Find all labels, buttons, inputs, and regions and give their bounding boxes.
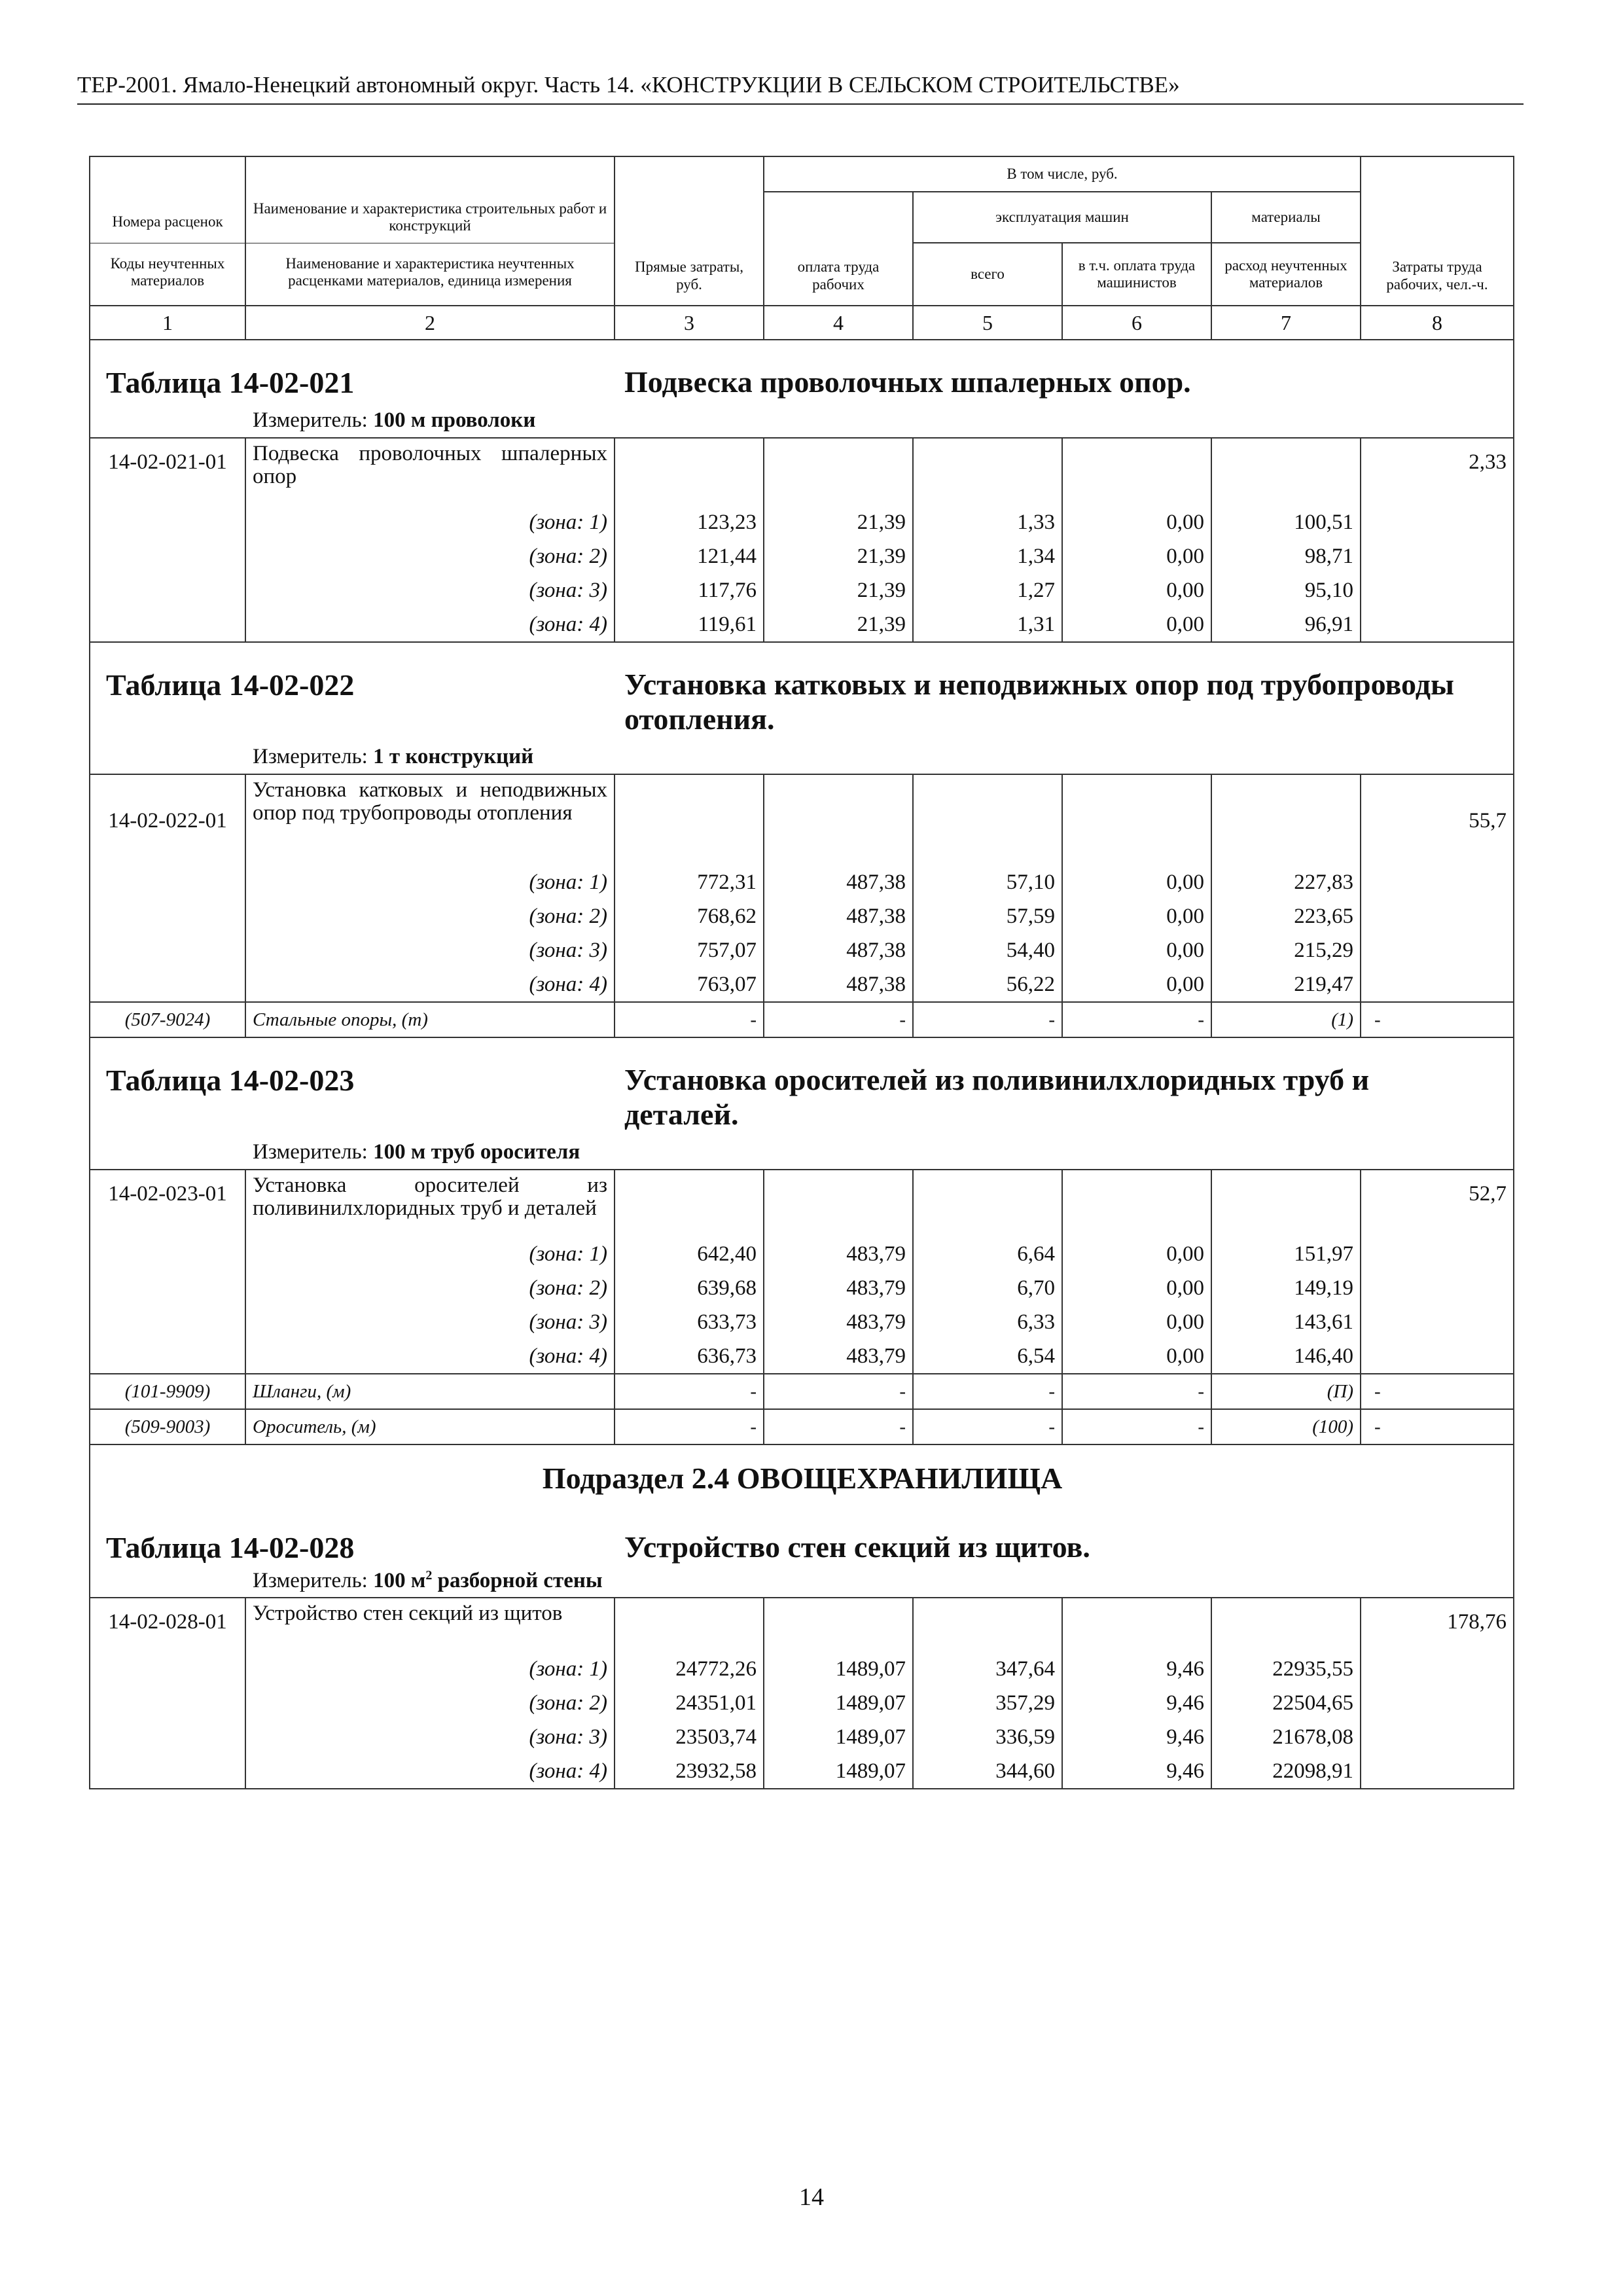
material-amount: (100) (1211, 1409, 1361, 1444)
value: - (1361, 1409, 1514, 1444)
header-col1-bottom: Коды неучтенных материалов (90, 243, 245, 306)
value: 21678,08 (1272, 1725, 1354, 1749)
header-col3: Прямые затраты, руб. (615, 156, 764, 306)
value: 483,79 (846, 1242, 906, 1266)
value: 642,40 (697, 1242, 757, 1266)
machines-total (913, 1170, 1062, 1374)
wages (764, 1170, 913, 1374)
value: 0,00 (1166, 1276, 1204, 1300)
material-name: Ороситель, (м) (245, 1409, 615, 1444)
material-row (90, 1409, 1514, 1444)
header-col7: расход неучтенных материалов (1211, 243, 1361, 306)
value: 636,73 (697, 1344, 757, 1368)
material-code: (509-9003) (90, 1409, 245, 1444)
measure-label: Измеритель: (253, 1140, 368, 1164)
value: 0,00 (1166, 1310, 1204, 1334)
value: 487,38 (846, 905, 906, 928)
rate-code: 14-02-028-01 (90, 1598, 245, 1789)
value: - (1062, 1374, 1211, 1409)
page-header: ТЕР-2001. Ямало-Ненецкий автономный округ. Часть 14. «КОНСТРУКЦИИ В СЕЛЬСКОМ СТРОИТЕЛЬСТВЕ» (77, 72, 1524, 105)
col-number: 8 (1361, 306, 1514, 340)
table-name: Установка катковых и неподвижных опор под трубопроводы отопления. (624, 668, 1454, 736)
value: - (913, 1002, 1062, 1037)
table-name: Устройство стен секций из щитов. (624, 1530, 1090, 1564)
value: - (615, 1374, 764, 1409)
zone-label: (зона: 2) (529, 1276, 607, 1300)
material-code: (507-9024) (90, 1002, 245, 1037)
measure-label: Измеритель: (253, 745, 368, 768)
col-number: 6 (1062, 306, 1211, 340)
value: 487,38 (846, 939, 906, 962)
rate-description (245, 438, 615, 642)
value: 763,07 (697, 973, 757, 996)
material-row (90, 1002, 1514, 1037)
col-number: 4 (764, 306, 913, 340)
description-text: Устройство стен секций из щитов (253, 1602, 563, 1625)
value: 6,64 (1017, 1242, 1055, 1266)
value: - (764, 1409, 913, 1444)
value: 149,19 (1294, 1276, 1354, 1300)
value: 57,59 (1006, 905, 1055, 928)
measure-value: 1 т конструкций (373, 745, 534, 768)
machines-total (913, 438, 1062, 642)
rate-code: 14-02-021-01 (90, 438, 245, 642)
value: 0,00 (1166, 511, 1204, 534)
materials (1211, 774, 1361, 1002)
value: 23503,74 (675, 1725, 757, 1749)
value: 95,10 (1304, 579, 1354, 602)
materials (1211, 1598, 1361, 1789)
description-text: Установка катковых и неподвижных опор под трубопроводы отопления (253, 778, 607, 825)
measure-label: Измеритель: (253, 408, 368, 432)
rate-row (90, 1598, 1514, 1789)
value: - (1062, 1409, 1211, 1444)
value: 119,61 (698, 613, 757, 636)
zone-label: (зона: 1) (529, 511, 607, 534)
materials (1211, 438, 1361, 642)
labor-costs: 178,76 (1361, 1598, 1514, 1789)
table-name: Установка оросителей из поливинилхлоридных труб и деталей. (624, 1063, 1370, 1131)
direct-costs (615, 438, 764, 642)
header-col4: оплата труда рабочих (764, 192, 913, 306)
value: 21,39 (857, 545, 906, 568)
section-heading (90, 1445, 1513, 1597)
subsection-title: Подраздел 2.4 ОВОЩЕХРАНИЛИЩА (542, 1462, 1063, 1495)
value: 9,46 (1166, 1657, 1204, 1681)
header-col6: в т.ч. оплата труда машинистов (1062, 243, 1211, 306)
value: 100,51 (1294, 511, 1354, 534)
measure (253, 1568, 603, 1593)
value: 146,40 (1294, 1344, 1354, 1368)
materials (1211, 1170, 1361, 1374)
measure-superscript: 2 (425, 1568, 433, 1583)
value: 0,00 (1166, 613, 1204, 636)
value: 219,47 (1294, 973, 1354, 996)
col-number: 2 (245, 306, 615, 340)
value: 22935,55 (1272, 1657, 1354, 1681)
value: 21,39 (857, 511, 906, 534)
material-amount: (П) (1211, 1374, 1361, 1409)
zone-label: (зона: 4) (529, 973, 607, 996)
col-number: 1 (90, 306, 245, 340)
value: 1489,07 (835, 1759, 906, 1783)
value: 151,97 (1294, 1242, 1354, 1266)
machines-total (913, 1598, 1062, 1789)
direct-costs (615, 1598, 764, 1789)
zone-label: (зона: 1) (529, 1242, 607, 1266)
labor-costs: 2,33 (1361, 438, 1514, 642)
table-name: Подвеска проволочных шпалерных опор. (624, 365, 1191, 399)
value: 6,70 (1017, 1276, 1055, 1300)
value: 21,39 (857, 579, 906, 602)
zone-label: (зона: 4) (529, 613, 607, 636)
value: 215,29 (1294, 939, 1354, 962)
value: 57,10 (1006, 870, 1055, 894)
table-title: Таблица 14-02-022 (106, 668, 355, 702)
rate-description (245, 774, 615, 1002)
value: - (1062, 1002, 1211, 1037)
value: 0,00 (1166, 545, 1204, 568)
zone-label: (зона: 2) (529, 905, 607, 928)
direct-costs (615, 774, 764, 1002)
table-title: Таблица 14-02-028 (106, 1531, 355, 1564)
rate-description (245, 1170, 615, 1374)
machines-total (913, 774, 1062, 1002)
value: 772,31 (697, 870, 757, 894)
value: 21,39 (857, 613, 906, 636)
value: - (764, 1002, 913, 1037)
material-row (90, 1374, 1514, 1409)
value: 1489,07 (835, 1657, 906, 1681)
col-number: 3 (615, 306, 764, 340)
value: 0,00 (1166, 1344, 1204, 1368)
section-heading (90, 643, 1513, 774)
header-col2-bottom: Наименование и характеристика неучтенных расценками материалов, единица измерения (245, 243, 615, 306)
value: 1,27 (1017, 579, 1055, 602)
value: 768,62 (697, 905, 757, 928)
value: 24351,01 (675, 1691, 757, 1715)
value: 227,83 (1294, 870, 1354, 894)
measure-value: 100 м труб оросителя (373, 1140, 580, 1164)
operators-wages (1062, 774, 1211, 1002)
zone-label: (зона: 3) (529, 579, 607, 602)
col-number: 5 (913, 306, 1062, 340)
value: 347,64 (995, 1657, 1055, 1681)
value: 223,65 (1294, 905, 1354, 928)
value: 143,61 (1294, 1310, 1354, 1334)
rate-code: 14-02-023-01 (90, 1170, 245, 1374)
value: 1489,07 (835, 1725, 906, 1749)
value: 344,60 (995, 1759, 1055, 1783)
zone-label: (зона: 3) (529, 1725, 607, 1749)
value: - (913, 1374, 1062, 1409)
value: 0,00 (1166, 579, 1204, 602)
table-title: Таблица 14-02-021 (106, 366, 355, 399)
material-code: (101-9909) (90, 1374, 245, 1409)
value: 123,23 (697, 511, 757, 534)
rate-row (90, 438, 1514, 642)
value: 487,38 (846, 973, 906, 996)
value: 9,46 (1166, 1725, 1204, 1749)
value: 9,46 (1166, 1759, 1204, 1783)
value: 487,38 (846, 870, 906, 894)
value: 54,40 (1006, 939, 1055, 962)
value: 24772,26 (675, 1657, 757, 1681)
col-number: 7 (1211, 306, 1361, 340)
rates-table (89, 156, 1514, 1789)
value: 6,33 (1017, 1310, 1055, 1334)
value: 336,59 (995, 1725, 1055, 1749)
value: 56,22 (1006, 973, 1055, 996)
header-col1-top: Номера расценок (90, 156, 245, 243)
description-text: Подвеска проволочных шпалерных опор (253, 442, 607, 488)
wages (764, 774, 913, 1002)
zone-label: (зона: 4) (529, 1759, 607, 1783)
value: - (764, 1374, 913, 1409)
zone-label: (зона: 4) (529, 1344, 607, 1368)
value: 0,00 (1166, 973, 1204, 996)
measure (253, 745, 533, 769)
value: - (615, 1409, 764, 1444)
header-group-including: В том числе, руб. (764, 156, 1361, 192)
zone-label: (зона: 3) (529, 1310, 607, 1334)
value: - (1361, 1374, 1514, 1409)
labor-costs: 55,7 (1361, 774, 1514, 1002)
value: 22504,65 (1272, 1691, 1354, 1715)
description-text: Установка оросителей из поливинилхлоридных труб и деталей (253, 1174, 607, 1220)
value: 117,76 (698, 579, 757, 602)
value: 6,54 (1017, 1344, 1055, 1368)
value: 483,79 (846, 1310, 906, 1334)
section-heading (90, 340, 1513, 437)
value: - (1361, 1002, 1514, 1037)
value: 633,73 (697, 1310, 757, 1334)
value: 23932,58 (675, 1759, 757, 1783)
material-amount: (1) (1211, 1002, 1361, 1037)
value: 357,29 (995, 1691, 1055, 1715)
table-title: Таблица 14-02-023 (106, 1064, 355, 1097)
measure (253, 1140, 580, 1164)
rate-description (245, 1598, 615, 1789)
value: - (913, 1409, 1062, 1444)
value: 22098,91 (1272, 1759, 1354, 1783)
operators-wages (1062, 1170, 1211, 1374)
zone-label: (зона: 2) (529, 1691, 607, 1715)
value: 1,31 (1017, 613, 1055, 636)
value: 121,44 (697, 545, 757, 568)
value: 98,71 (1304, 545, 1354, 568)
zone-label: (зона: 1) (529, 1657, 607, 1681)
measure-value: 100 м проволоки (373, 408, 536, 432)
value: 0,00 (1166, 870, 1204, 894)
header-group-materials: материалы (1211, 192, 1361, 243)
direct-costs (615, 1170, 764, 1374)
value: 1,33 (1017, 511, 1055, 534)
wages (764, 1598, 913, 1789)
value: 1,34 (1017, 545, 1055, 568)
header-col8: Затраты труда рабочих, чел.-ч. (1361, 156, 1514, 306)
header-group-machines: эксплуатация машин (913, 192, 1211, 243)
wages (764, 438, 913, 642)
zone-label: (зона: 3) (529, 939, 607, 962)
rate-row (90, 1170, 1514, 1374)
value: 0,00 (1166, 1242, 1204, 1266)
material-name: Шланги, (м) (245, 1374, 615, 1409)
labor-costs: 52,7 (1361, 1170, 1514, 1374)
value: 639,68 (697, 1276, 757, 1300)
value: 0,00 (1166, 939, 1204, 962)
operators-wages (1062, 1598, 1211, 1789)
zone-label: (зона: 2) (529, 545, 607, 568)
value: 96,91 (1304, 613, 1354, 636)
measure-label: Измеритель: (253, 1569, 368, 1592)
page-number: 14 (799, 2183, 824, 2211)
section-heading (90, 1038, 1513, 1169)
value: 483,79 (846, 1276, 906, 1300)
material-name: Стальные опоры, (т) (245, 1002, 615, 1037)
measure (253, 408, 535, 433)
value: 1489,07 (835, 1691, 906, 1715)
value: 9,46 (1166, 1691, 1204, 1715)
value: 0,00 (1166, 905, 1204, 928)
header-col2-top: Наименование и характеристика строительных работ и конструкций (245, 156, 615, 243)
measure-value-2: разборной стены (437, 1569, 603, 1592)
operators-wages (1062, 438, 1211, 642)
value: 483,79 (846, 1344, 906, 1368)
header-col5: всего (913, 243, 1062, 306)
rate-code: 14-02-022-01 (90, 774, 245, 1002)
measure-value: 100 м (373, 1569, 426, 1592)
value: 757,07 (697, 939, 757, 962)
zone-label: (зона: 1) (529, 870, 607, 894)
value: - (615, 1002, 764, 1037)
rate-row (90, 774, 1514, 1002)
